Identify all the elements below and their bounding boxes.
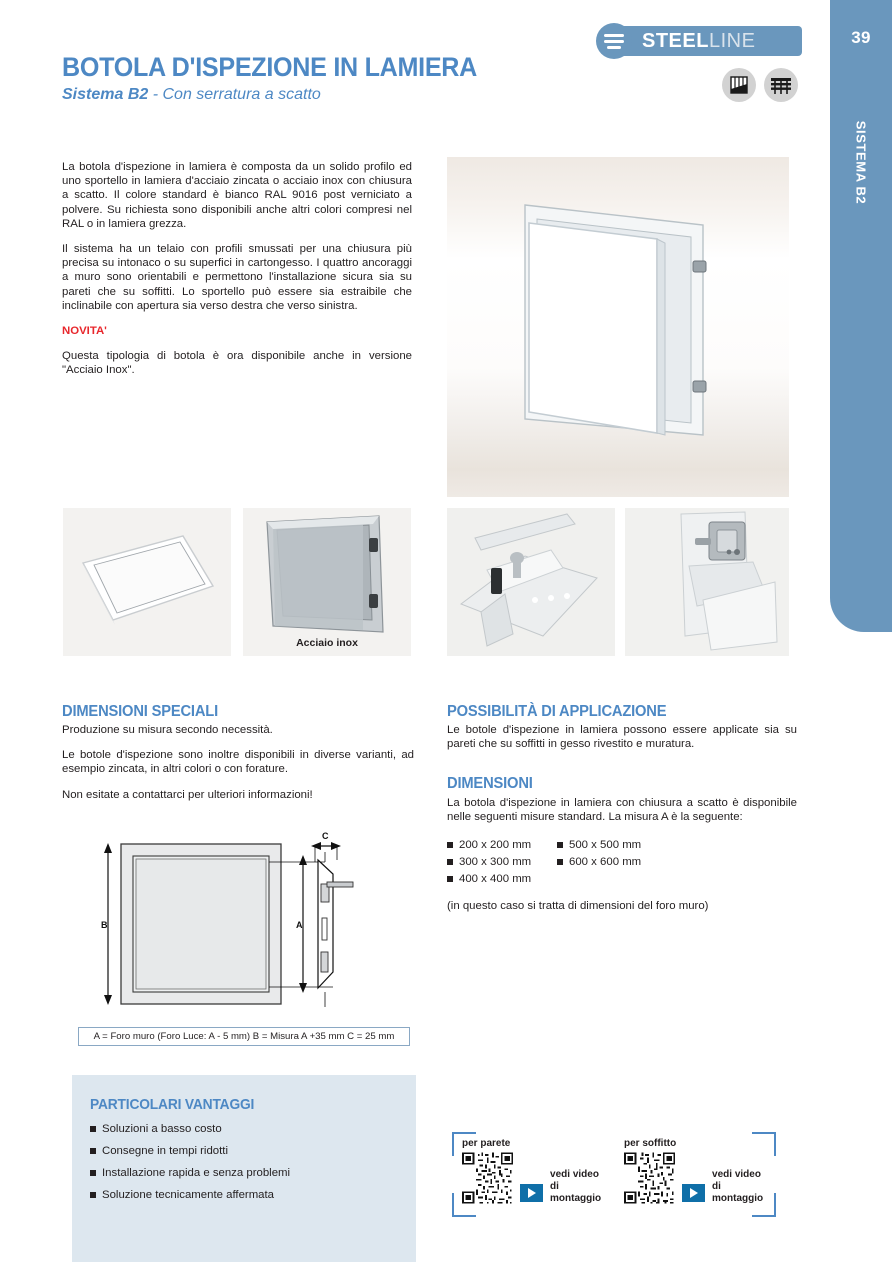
list-item (557, 855, 667, 870)
page-title: BOTOLA D'ISPEZIONE IN LAMIERA (62, 52, 478, 82)
wall-mount-icon (722, 68, 756, 102)
brand-logo (612, 26, 802, 56)
ds-paragraph-3: Non esitate a contattarci per ulteriori informazioni! (62, 788, 313, 801)
page-subtitle (62, 86, 321, 104)
steelline-mark-icon (596, 23, 632, 59)
possibilita-paragraph: Le botole d'ispezione in lamiera possono essere applicate sia su pareti che su soffitti in gesso rivestito e muratura. (447, 724, 797, 751)
hero-product-image (447, 157, 789, 497)
list-item (557, 838, 667, 853)
logo-text-line: LINE (708, 30, 756, 52)
advantage-label: Soluzione tecnicamente affermata (102, 1189, 275, 1201)
possibilita-text (447, 723, 797, 751)
drawing-label-b: B (101, 920, 108, 930)
bullet-square-icon (90, 1126, 96, 1132)
heading-vantaggi: PARTICOLARI VANTAGGI (90, 1096, 255, 1113)
qr-code-icon[interactable] (624, 1152, 675, 1204)
system-label: SISTEMA B2 (853, 120, 869, 205)
thumbnail-latch-detail (625, 508, 789, 656)
play-icon[interactable] (682, 1184, 705, 1202)
list-item (447, 838, 557, 853)
video-label-wall: per parete (462, 1138, 511, 1149)
thumbnail-anchor-detail (447, 508, 615, 656)
size-label: 200 x 200 mm (459, 839, 532, 851)
bullet-square-icon (90, 1148, 96, 1154)
drawing-caption: A = Foro muro (Foro Luce: A - 5 mm) B = Misura A +35 mm C = 25 mm (78, 1027, 410, 1046)
bullet-square-icon (557, 842, 563, 848)
system-side-tab (830, 0, 892, 632)
list-item (90, 1122, 390, 1137)
advantages-list (90, 1122, 390, 1210)
heading-dimensioni: DIMENSIONI (447, 775, 533, 792)
advantage-label: Consegne in tempi ridotti (102, 1145, 228, 1157)
bullet-square-icon (447, 859, 453, 865)
video-cta-line2: di montaggio (550, 1181, 602, 1204)
drawing-label-c: C (322, 832, 329, 841)
subtitle-system: Sistema B2 (62, 86, 149, 103)
novita-text: Questa tipologia di botola è ora disponibile anche in versione "Acciaio Inox". (62, 350, 412, 377)
ds-paragraph-2: Le botole d'ispezione sono inoltre disponibili in diverse varianti, ad esempio zincata, in altri colori o con forature. (62, 749, 414, 776)
dimensioni-speciali-text (62, 723, 414, 802)
ds-paragraph-1: Produzione su misura secondo necessità. (62, 724, 273, 736)
application-badges (722, 68, 798, 102)
size-label: 600 x 600 mm (569, 856, 642, 868)
page-number: 39 (851, 28, 871, 47)
intro-paragraph-1: La botola d'ispezione in lamiera è composta da un solido profilo ed uno sportello in lamiera d'acciaio zincata o acciaio inox con chiusura a scatto. Il colore standard è bianco RAL 9016 post verniciato a polvere. Su richiesta sono disponibili anche altri colori compresi nel RAL o in lamiera grezza. (62, 161, 412, 230)
novita-label: NOVITA' (62, 325, 107, 338)
bullet-square-icon (557, 859, 563, 865)
intro-paragraph-2: Il sistema ha un telaio con profili smussati per una chiusura più precisa su intonaco o su superfici in cartongesso. I quattro ancoraggi a muro sono orientabili e permettono l'installazione sicura sia su pareti che su soffitti. Lo sportello può essere sia estraibile che inclinabile con apertura sia verso destra che verso sinistra. (62, 243, 412, 312)
size-label: 400 x 400 mm (459, 873, 532, 885)
advantage-label: Installazione rapida e senza problemi (102, 1167, 291, 1179)
bullet-square-icon (447, 876, 453, 882)
dimensioni-note: (in questo caso si tratta di dimensioni del foro muro) (447, 900, 709, 912)
bullet-square-icon (447, 842, 453, 848)
logo-text-steel: STEEL (642, 30, 709, 52)
heading-possibilita: POSSIBILITÀ DI APPLICAZIONE (447, 703, 667, 720)
video-label-ceiling: per soffitto (624, 1138, 677, 1149)
intro-text-column (62, 160, 412, 378)
heading-dimensioni-speciali: DIMENSIONI SPECIALI (62, 703, 218, 720)
dimensioni-text (447, 796, 797, 824)
list-item (90, 1188, 390, 1203)
drawing-label-a: A (296, 920, 303, 930)
list-item (90, 1144, 390, 1159)
ceiling-mount-icon (764, 68, 798, 102)
thumbnail-white-hatch (63, 508, 231, 656)
video-cta-line1: vedi video (712, 1168, 761, 1180)
size-label: 300 x 300 mm (459, 856, 532, 868)
technical-drawing (75, 832, 415, 1024)
advantage-label: Soluzioni a basso costo (102, 1123, 222, 1135)
video-links-panel (452, 1132, 776, 1217)
qr-code-icon[interactable] (462, 1152, 513, 1204)
subtitle-rest: - Con serratura a scatto (148, 86, 321, 103)
size-label: 500 x 500 mm (569, 839, 642, 851)
play-icon[interactable] (520, 1184, 543, 1202)
thumbnail-stainless-hatch (243, 508, 411, 656)
dimensioni-paragraph: La botola d'ispezione in lamiera con chiusura a scatto è disponibile nelle seguenti misure standard. La misura A è la seguente: (447, 797, 797, 824)
list-item (447, 872, 557, 887)
bullet-square-icon (90, 1192, 96, 1198)
video-cta-line1: vedi video (550, 1168, 599, 1180)
bullet-square-icon (90, 1170, 96, 1176)
video-link-ceiling[interactable] (624, 1138, 774, 1204)
dimensioni-size-list (447, 838, 797, 889)
list-item (90, 1166, 390, 1181)
video-link-wall[interactable] (462, 1138, 612, 1204)
video-cta-line2: di montaggio (712, 1181, 764, 1204)
list-item (447, 855, 557, 870)
thumbnail-caption-inox: Acciaio inox (296, 637, 358, 649)
